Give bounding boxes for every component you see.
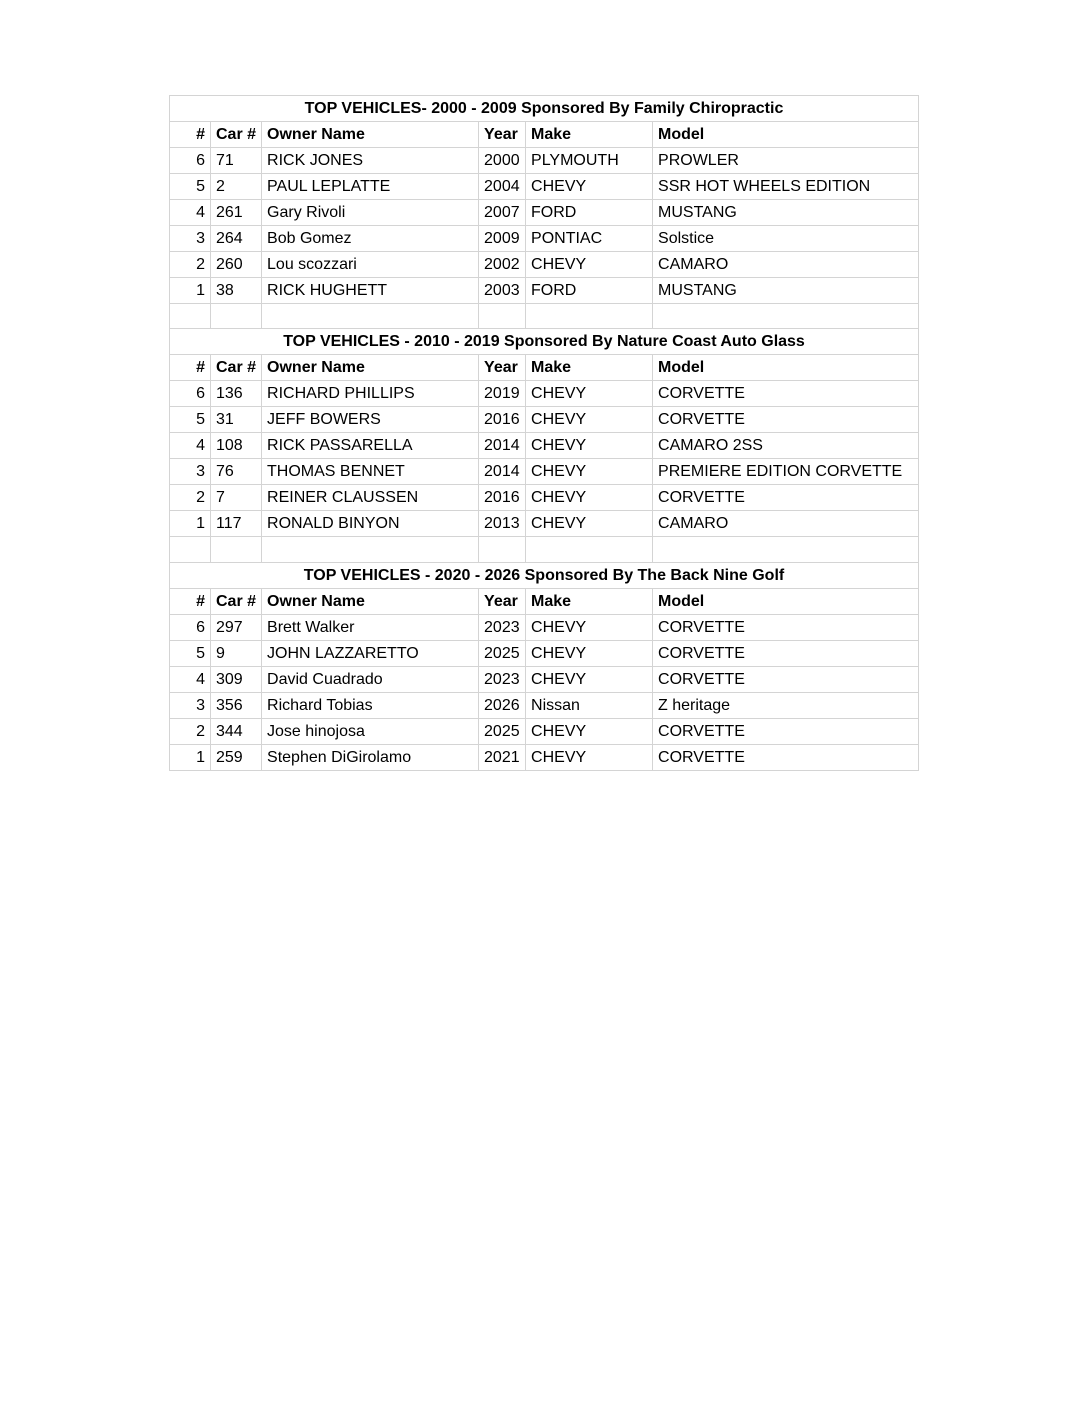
table-cell: 2007 (479, 200, 526, 226)
table-cell: CHEVY (526, 666, 653, 692)
table-cell: 1 (170, 744, 211, 770)
table-cell: 9 (211, 640, 262, 666)
table-cell: David Cuadrado (262, 666, 479, 692)
table-cell: RICK HUGHETT (262, 278, 479, 304)
table-cell: 1 (170, 278, 211, 304)
table-cell: THOMAS BENNET (262, 459, 479, 485)
table-row (170, 459, 919, 485)
column-header: Make (526, 588, 653, 614)
column-header: Year (479, 588, 526, 614)
column-header: Owner Name (262, 355, 479, 381)
table-cell: 1 (170, 511, 211, 537)
column-header: Car # (211, 588, 262, 614)
table-cell: CORVETTE (653, 666, 919, 692)
table-cell: CORVETTE (653, 381, 919, 407)
table-cell: 4 (170, 200, 211, 226)
table-cell: 2021 (479, 744, 526, 770)
empty-cell (653, 304, 919, 329)
table-row (170, 640, 919, 666)
table-cell: 2 (170, 718, 211, 744)
column-header: Owner Name (262, 588, 479, 614)
table-cell: JOHN LAZZARETTO (262, 640, 479, 666)
table-cell: 4 (170, 433, 211, 459)
column-header: Car # (211, 355, 262, 381)
table-cell: 2014 (479, 459, 526, 485)
table-row (170, 226, 919, 252)
table-cell: Brett Walker (262, 614, 479, 640)
table-cell: 2013 (479, 511, 526, 537)
table-cell: 2016 (479, 407, 526, 433)
table-cell: CAMARO 2SS (653, 433, 919, 459)
column-header: Make (526, 355, 653, 381)
table-cell: 2000 (479, 148, 526, 174)
table-cell: RICK PASSARELLA (262, 433, 479, 459)
section-title-row (170, 562, 919, 588)
table-cell: SSR HOT WHEELS EDITION (653, 174, 919, 200)
table-row (170, 381, 919, 407)
table-cell: CHEVY (526, 407, 653, 433)
column-header: # (170, 355, 211, 381)
column-header: # (170, 122, 211, 148)
table-cell: 2023 (479, 666, 526, 692)
column-header: Year (479, 355, 526, 381)
table-cell: 136 (211, 381, 262, 407)
table-cell: RONALD BINYON (262, 511, 479, 537)
table-cell: 117 (211, 511, 262, 537)
table-cell: CHEVY (526, 744, 653, 770)
column-header: Model (653, 588, 919, 614)
table-cell: CORVETTE (653, 718, 919, 744)
table-cell: REINER CLAUSSEN (262, 485, 479, 511)
table-cell: Z heritage (653, 692, 919, 718)
table-cell: CAMARO (653, 511, 919, 537)
column-header: # (170, 588, 211, 614)
table-cell: CORVETTE (653, 640, 919, 666)
table-cell: 2009 (479, 226, 526, 252)
table-cell: PROWLER (653, 148, 919, 174)
empty-cell (526, 537, 653, 562)
table-cell: 259 (211, 744, 262, 770)
table-cell: 264 (211, 226, 262, 252)
table-cell: 6 (170, 614, 211, 640)
spacer-row (170, 304, 919, 329)
table-cell: 6 (170, 148, 211, 174)
table-cell: CHEVY (526, 174, 653, 200)
empty-cell (170, 537, 211, 562)
table-cell: 31 (211, 407, 262, 433)
empty-cell (170, 304, 211, 329)
table-row (170, 744, 919, 770)
table-row (170, 692, 919, 718)
table-cell: 5 (170, 174, 211, 200)
table-cell: 3 (170, 692, 211, 718)
table-cell: 5 (170, 407, 211, 433)
table-cell: Nissan (526, 692, 653, 718)
table-cell: RICK JONES (262, 148, 479, 174)
header-row (170, 122, 919, 148)
table-cell: 2019 (479, 381, 526, 407)
column-header: Year (479, 122, 526, 148)
column-header: Owner Name (262, 122, 479, 148)
column-header: Model (653, 355, 919, 381)
section-title-row (170, 96, 919, 122)
table-cell: 7 (211, 485, 262, 511)
table-cell: 260 (211, 252, 262, 278)
table-cell: 2025 (479, 640, 526, 666)
header-row (170, 355, 919, 381)
table-cell: 71 (211, 148, 262, 174)
table-cell: 309 (211, 666, 262, 692)
table-cell: Gary Rivoli (262, 200, 479, 226)
table-cell: Stephen DiGirolamo (262, 744, 479, 770)
table-cell: Bob Gomez (262, 226, 479, 252)
table-row (170, 148, 919, 174)
table-cell: 2 (170, 252, 211, 278)
table-cell: CHEVY (526, 459, 653, 485)
empty-cell (653, 537, 919, 562)
table-cell: 3 (170, 459, 211, 485)
table-cell: 108 (211, 433, 262, 459)
table-cell: 6 (170, 381, 211, 407)
table-cell: 344 (211, 718, 262, 744)
table-cell: JEFF BOWERS (262, 407, 479, 433)
table-cell: MUSTANG (653, 200, 919, 226)
column-header: Car # (211, 122, 262, 148)
table-cell: CHEVY (526, 485, 653, 511)
header-row (170, 588, 919, 614)
table-cell: CHEVY (526, 252, 653, 278)
table-cell: CAMARO (653, 252, 919, 278)
empty-cell (262, 537, 479, 562)
table-cell: 261 (211, 200, 262, 226)
table-row (170, 511, 919, 537)
table-cell: Solstice (653, 226, 919, 252)
section-title-row (170, 329, 919, 355)
table-cell: 38 (211, 278, 262, 304)
table-cell: RICHARD PHILLIPS (262, 381, 479, 407)
table-cell: FORD (526, 278, 653, 304)
spacer-row (170, 537, 919, 562)
table-row (170, 278, 919, 304)
table-cell: CORVETTE (653, 485, 919, 511)
section-title: TOP VEHICLES - 2020 - 2026 Sponsored By The Back Nine Golf (170, 562, 919, 588)
empty-cell (211, 304, 262, 329)
table-cell: 2023 (479, 614, 526, 640)
table-cell: 2002 (479, 252, 526, 278)
table-cell: FORD (526, 200, 653, 226)
table-cell: CHEVY (526, 511, 653, 537)
table-cell: 2004 (479, 174, 526, 200)
empty-cell (262, 304, 479, 329)
table-cell: 2026 (479, 692, 526, 718)
table-row (170, 433, 919, 459)
table-cell: MUSTANG (653, 278, 919, 304)
section-title: TOP VEHICLES- 2000 - 2009 Sponsored By Family Chiropractic (170, 96, 919, 122)
table-cell: 2016 (479, 485, 526, 511)
table-cell: 2 (211, 174, 262, 200)
table-cell: 76 (211, 459, 262, 485)
table-cell: Lou scozzari (262, 252, 479, 278)
table-cell: CHEVY (526, 614, 653, 640)
table-cell: PONTIAC (526, 226, 653, 252)
table-cell: 2014 (479, 433, 526, 459)
empty-cell (211, 537, 262, 562)
table-cell: CORVETTE (653, 744, 919, 770)
table-cell: Jose hinojosa (262, 718, 479, 744)
column-header: Make (526, 122, 653, 148)
section-title: TOP VEHICLES - 2010 - 2019 Sponsored By Nature Coast Auto Glass (170, 329, 919, 355)
table-row (170, 174, 919, 200)
table-row (170, 407, 919, 433)
table-cell: CHEVY (526, 718, 653, 744)
empty-cell (526, 304, 653, 329)
table-row (170, 718, 919, 744)
table-cell: CORVETTE (653, 614, 919, 640)
results-table (169, 95, 919, 771)
table-row (170, 614, 919, 640)
table-cell: 2025 (479, 718, 526, 744)
table-cell: 4 (170, 666, 211, 692)
empty-cell (479, 537, 526, 562)
table-cell: 2 (170, 485, 211, 511)
table-cell: PLYMOUTH (526, 148, 653, 174)
column-header: Model (653, 122, 919, 148)
table-row (170, 666, 919, 692)
table-cell: CHEVY (526, 640, 653, 666)
table-cell: CHEVY (526, 433, 653, 459)
table-cell: 356 (211, 692, 262, 718)
empty-cell (479, 304, 526, 329)
table-cell: 5 (170, 640, 211, 666)
table-row (170, 252, 919, 278)
table-cell: 297 (211, 614, 262, 640)
table-cell: CHEVY (526, 381, 653, 407)
table-row (170, 200, 919, 226)
table-cell: 2003 (479, 278, 526, 304)
table-row (170, 485, 919, 511)
table-cell: CORVETTE (653, 407, 919, 433)
table-cell: Richard Tobias (262, 692, 479, 718)
table-cell: 3 (170, 226, 211, 252)
table-cell: PAUL LEPLATTE (262, 174, 479, 200)
table-cell: PREMIERE EDITION CORVETTE (653, 459, 919, 485)
